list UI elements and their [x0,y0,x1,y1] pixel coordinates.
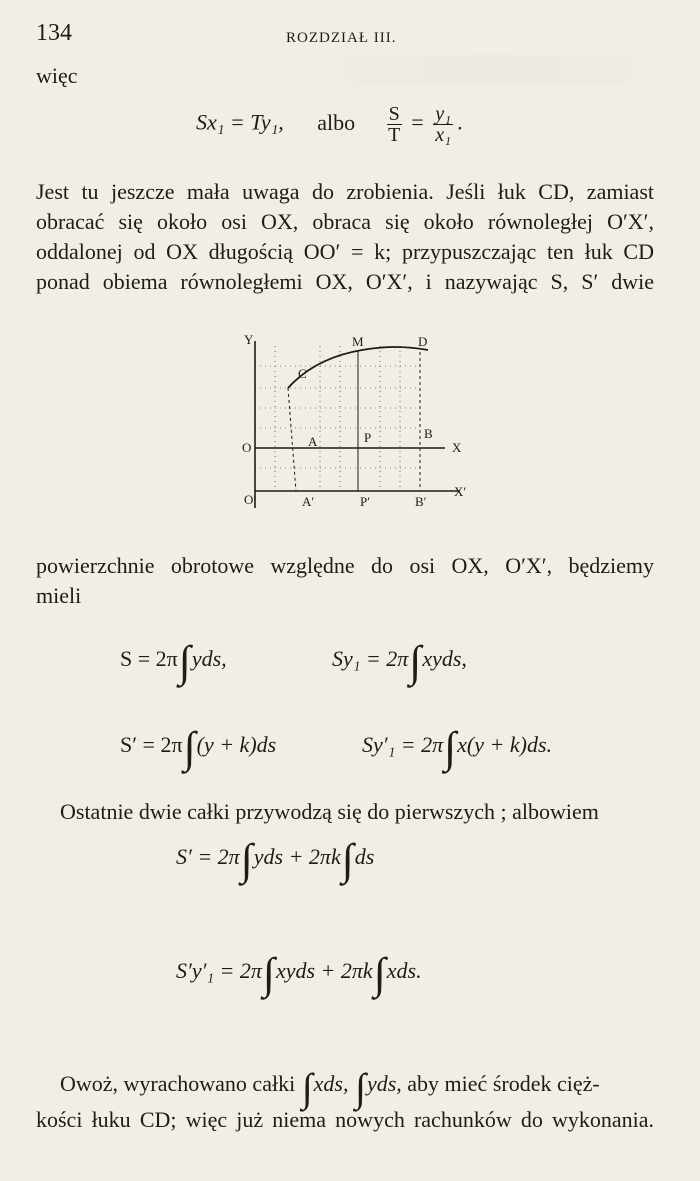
p5-text-b: aby mieć środek cięż- [407,1071,600,1096]
label-b-prime: B′ [415,494,427,509]
eq3b-integrand: x(y + k)ds. [457,732,553,757]
eq3a-lhs: S′ = 2π [120,732,183,757]
eq3b-lhs: Sy′₁ = 2π [362,732,444,757]
eq1-frac-num: S [388,103,400,125]
label-c: C [298,366,307,381]
label-o: O [242,440,252,455]
eq2b-integrand: xyds, [422,646,467,671]
equation-3a [120,723,277,772]
arc-figure [230,326,480,516]
running-title: ROZDZIAŁ III. [286,30,397,46]
paragraph-line: powierzchnie obrotowe względne do osi OX, O′X′, będziemy [36,553,654,578]
integral-sign: ∫ [409,637,422,686]
eq4-lhs: S′ = 2π [176,844,240,869]
intro-word: więc [36,63,78,88]
paragraph-line [60,1065,654,1110]
paragraph-line: oddalonej od OX długością OO′ = k; przypuszczając ten łuk CD [36,239,654,264]
eq1-frac2-num: y₁ [435,103,452,125]
integral-sign: ∫ [301,1065,313,1110]
integral-sign: ∫ [178,637,191,686]
label-b: B [424,426,433,441]
label-a: A [308,434,318,449]
paragraph-line: Ostatnie dwie całki przywodzą się do pierwszych ; albowiem [60,799,599,824]
label-p-prime: P′ [360,494,371,509]
eq2a-integrand: yds, [191,646,227,671]
eq1-fraction-yx [433,104,453,145]
integral-sign: ∫ [341,835,354,884]
paragraph-line: Jest tu jeszcze mała uwaga do zrobienia. Jeśli łuk CD, zamiast [36,179,654,204]
eq4-integrand: yds + 2πk [253,844,341,869]
page-number: 134 [36,20,72,46]
integral-sign: ∫ [262,949,275,998]
label-a-prime: A′ [302,494,315,509]
label-p: P [364,430,372,445]
eq1-fraction-st [387,104,402,145]
label-d: D [418,334,428,349]
integral-sign: ∫ [240,835,253,884]
equation-5 [176,949,422,998]
equation-2b [332,637,467,686]
eq5-integrand-2: xds. [386,958,422,983]
eq1-end: . [457,109,463,135]
eq5-integrand: xyds + 2πk [275,958,373,983]
equation-2a [120,637,227,686]
eq1-left: Sx₁ = Ty₁, [196,109,284,135]
label-y: Y [244,332,254,347]
eq1-frac-den: T [388,124,401,146]
paragraph-line: kości łuku CD; więc już niema nowych rachunków do wykonania. [36,1107,654,1132]
bleed-through-shadow [300,55,680,85]
integral-sign: ∫ [444,723,457,772]
eq2b-lhs: Sy₁ = 2π [332,646,409,671]
eq1-frac2-den: x₁ [435,124,452,146]
paragraph-line: obracać się około osi OX, obraca się około równoległej O′X′, [36,209,654,234]
label-m: M [352,334,364,349]
eq3a-integrand: (y + k)ds [196,732,277,757]
eq1-equals: = [411,109,424,135]
p5-integral-1: xds, [313,1071,349,1096]
eq1-connector: albo [317,109,356,135]
label-x: X [452,440,462,455]
eq2a-lhs: S = 2π [120,646,178,671]
p5-integral-2: yds, [366,1071,402,1096]
paragraph-line: mieli [36,583,82,608]
line-ca [288,388,296,491]
integral-sign: ∫ [355,1065,366,1110]
paragraph-line: ponad obiema równoległemi OX, O′X′, i nazywając S, S′ dwie [36,269,654,294]
eq5-lhs: S′y′₁ = 2π [176,958,262,983]
label-x-prime: X′ [454,484,467,499]
p5-text-a: Owoż, wyrachowano całki [60,1071,296,1096]
grid-dots [255,346,420,491]
equation-3b [362,723,553,772]
equation-1 [196,104,463,145]
label-o-prime: O′ [244,492,257,507]
eq4-integrand-2: ds [354,844,375,869]
integral-sign: ∫ [183,723,196,772]
equation-4 [176,835,375,884]
integral-sign: ∫ [373,949,386,998]
